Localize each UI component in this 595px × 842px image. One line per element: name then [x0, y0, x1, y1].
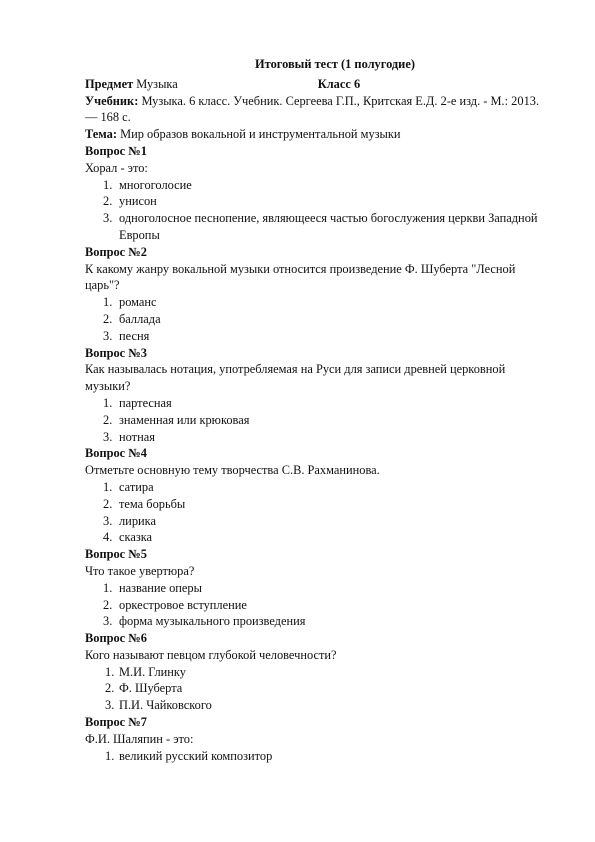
- textbook-line: [85, 93, 545, 127]
- subject-label: Предмет: [85, 76, 134, 91]
- answer-option: [85, 597, 545, 614]
- question-text: К какому жанру вокальной музыки относится произведение Ф. Шуберта "Лесной царь"?: [85, 261, 516, 293]
- answer-text: тема борьбы: [119, 496, 186, 511]
- answer-number: 3.: [105, 698, 115, 713]
- answer-text: нотная: [119, 429, 155, 444]
- answer-option: [85, 479, 545, 496]
- textbook-value: Музыка. 6 класс. Учебник. Сергеева Г.П., Критская Е.Д. 2-е изд. - М.: 2013. — 168 с.: [85, 93, 540, 125]
- answer-text: форма музыкального произведения: [119, 614, 306, 629]
- answer-text: оркестровое вступление: [119, 597, 247, 612]
- answer-number: 1.: [103, 295, 113, 310]
- topic-label: Тема:: [85, 127, 117, 142]
- topic-line: [85, 126, 545, 143]
- topic-value: Мир образов вокальной и инструментальной музыки: [120, 127, 401, 142]
- answer-number: 4.: [103, 530, 113, 545]
- answer-number: 2.: [103, 412, 113, 427]
- answer-text: романс: [119, 295, 157, 310]
- answer-option: [85, 311, 545, 328]
- answer-number: 1.: [103, 479, 113, 494]
- question-title: Вопрос №7: [85, 715, 147, 730]
- answer-text: баллада: [119, 311, 161, 326]
- answer-option: [85, 580, 545, 597]
- answer-option: [85, 664, 545, 681]
- subject-row: [85, 76, 545, 93]
- answer-text: Ф. Шуберта: [119, 681, 183, 696]
- answer-text: сатира: [119, 479, 154, 494]
- answer-number: 3.: [103, 328, 113, 343]
- answer-list: [85, 177, 545, 244]
- document-page: [85, 56, 545, 764]
- question-text: Кого называют певцом глубокой человечности?: [85, 647, 337, 662]
- answer-option: [85, 697, 545, 714]
- answer-list: [85, 479, 545, 546]
- answer-text: великий русский композитор: [119, 748, 273, 763]
- answer-option: [85, 210, 545, 244]
- question-block: [85, 244, 545, 345]
- answer-option: [85, 748, 545, 765]
- answer-text: П.И. Чайковского: [119, 698, 212, 713]
- answer-option: [85, 613, 545, 630]
- answer-number: 1.: [103, 580, 113, 595]
- answer-text: унисон: [119, 194, 157, 209]
- question-block: [85, 445, 545, 546]
- answer-number: 2.: [103, 496, 113, 511]
- answer-number: 1.: [105, 748, 115, 763]
- grade-label: Класс 6: [317, 76, 361, 91]
- answer-option: [85, 177, 545, 194]
- answer-option: [85, 294, 545, 311]
- answer-list: [85, 580, 545, 630]
- answer-text: М.И. Глинку: [119, 664, 186, 679]
- answer-number: 2.: [103, 311, 113, 326]
- question-text: Что такое увертюра?: [85, 563, 195, 578]
- answer-number: 3.: [103, 429, 113, 444]
- answer-option: [85, 513, 545, 530]
- answer-text: лирика: [119, 513, 156, 528]
- question-text: Отметьте основную тему творчества С.В. Рахманинова.: [85, 463, 380, 478]
- question-title: Вопрос №3: [85, 345, 147, 360]
- question-block: [85, 630, 545, 714]
- answer-text: песня: [119, 328, 150, 343]
- questions-list: [85, 143, 545, 764]
- answer-number: 3.: [103, 513, 113, 528]
- question-title: Вопрос №5: [85, 547, 147, 562]
- question-text: Как называлась нотация, употребляемая на Руси для записи древней церковной музыки?: [85, 362, 506, 394]
- answer-number: 1.: [105, 664, 115, 679]
- question-title: Вопрос №2: [85, 244, 147, 259]
- answer-option: [85, 395, 545, 412]
- answer-option: [85, 193, 545, 210]
- answer-number: 3.: [103, 211, 113, 226]
- answer-list: [85, 395, 545, 445]
- answer-text: одноголосное песнопение, являющееся частью богослужения церкви Западной Европы: [119, 211, 538, 242]
- answer-number: 2.: [103, 194, 113, 209]
- answer-option: [85, 529, 545, 546]
- question-block: [85, 714, 545, 764]
- answer-option: [85, 429, 545, 446]
- question-title: Вопрос №4: [85, 446, 147, 461]
- textbook-label: Учебник:: [85, 93, 139, 108]
- answer-option: [85, 328, 545, 345]
- answer-number: 1.: [103, 395, 113, 410]
- question-block: [85, 546, 545, 630]
- question-block: [85, 143, 545, 244]
- answer-text: многоголосие: [119, 177, 192, 192]
- answer-list: [85, 664, 545, 714]
- question-title: Вопрос №6: [85, 631, 147, 646]
- answer-option: [85, 496, 545, 513]
- answer-text: знаменная или крюковая: [119, 412, 250, 427]
- question-text: Ф.И. Шаляпин - это:: [85, 731, 194, 746]
- answer-number: 1.: [103, 177, 113, 192]
- answer-option: [85, 680, 545, 697]
- answer-text: сказка: [119, 530, 153, 545]
- question-title: Вопрос №1: [85, 143, 147, 158]
- page-title: Итоговый тест (1 полугодие): [255, 57, 415, 71]
- question-text: Хорал - это:: [85, 160, 148, 175]
- answer-list: [85, 748, 545, 765]
- answer-option: [85, 412, 545, 429]
- answer-number: 2.: [105, 681, 115, 696]
- question-block: [85, 345, 545, 446]
- subject-line: [85, 76, 178, 93]
- answer-number: 2.: [103, 597, 113, 612]
- answer-text: партесная: [119, 395, 172, 410]
- answer-text: название оперы: [119, 580, 202, 595]
- answer-list: [85, 294, 545, 344]
- answer-number: 3.: [103, 614, 113, 629]
- subject-value: Музыка: [136, 76, 178, 91]
